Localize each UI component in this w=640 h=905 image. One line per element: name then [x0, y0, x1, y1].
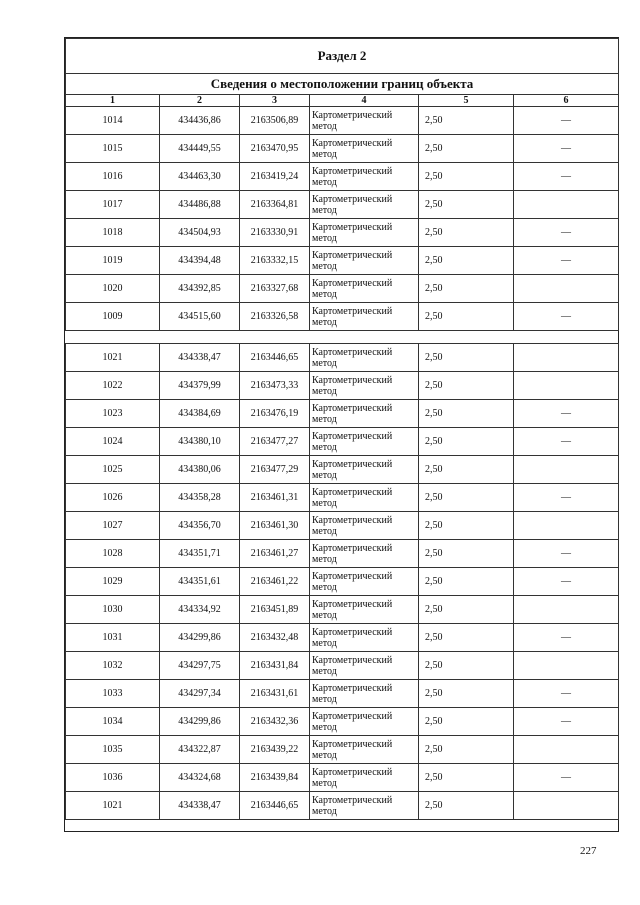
table-row	[66, 456, 619, 484]
point-number: 1033	[66, 680, 160, 708]
accuracy-cell: 2,50	[419, 135, 514, 163]
coord-y: 2163461,31	[240, 484, 310, 512]
coord-x: 434356,70	[160, 512, 240, 540]
column-header: 3	[240, 95, 310, 107]
coord-x: 434297,75	[160, 652, 240, 680]
accuracy-cell: 2,50	[419, 456, 514, 484]
description-cell	[514, 736, 619, 764]
method-cell: Картометрический метод	[310, 163, 419, 191]
coord-y: 2163461,27	[240, 540, 310, 568]
accuracy-cell: 2,50	[419, 484, 514, 512]
accuracy-cell: 2,50	[419, 428, 514, 456]
coord-x: 434380,10	[160, 428, 240, 456]
coord-x: 434351,71	[160, 540, 240, 568]
coord-x: 434334,92	[160, 596, 240, 624]
table-row	[66, 624, 619, 652]
description-cell: —	[514, 428, 619, 456]
column-header-row	[66, 95, 619, 107]
column-header: 6	[514, 95, 619, 107]
description-cell: —	[514, 247, 619, 275]
coord-y: 2163332,15	[240, 247, 310, 275]
method-cell: Картометрический метод	[310, 247, 419, 275]
point-number: 1019	[66, 247, 160, 275]
description-cell	[514, 456, 619, 484]
coord-y: 2163432,36	[240, 708, 310, 736]
boundary-table	[65, 38, 619, 832]
description-cell	[514, 191, 619, 219]
method-cell: Картометрический метод	[310, 107, 419, 135]
coord-y: 2163477,29	[240, 456, 310, 484]
accuracy-cell: 2,50	[419, 247, 514, 275]
description-cell	[514, 372, 619, 400]
section-title: Раздел 2	[66, 39, 619, 74]
coord-y: 2163461,22	[240, 568, 310, 596]
description-cell	[514, 792, 619, 820]
page-number: 227	[580, 845, 597, 857]
coord-x: 434436,86	[160, 107, 240, 135]
table-row	[66, 191, 619, 219]
method-cell: Картометрический метод	[310, 484, 419, 512]
coord-y: 2163330,91	[240, 219, 310, 247]
method-cell: Картометрический метод	[310, 456, 419, 484]
coord-y: 2163326,58	[240, 303, 310, 331]
table-row	[66, 540, 619, 568]
table-row	[66, 652, 619, 680]
coord-x: 434380,06	[160, 456, 240, 484]
point-number: 1028	[66, 540, 160, 568]
table-row	[66, 275, 619, 303]
column-header: 5	[419, 95, 514, 107]
description-cell: —	[514, 484, 619, 512]
accuracy-cell: 2,50	[419, 596, 514, 624]
method-cell: Картометрический метод	[310, 191, 419, 219]
description-cell	[514, 596, 619, 624]
coord-x: 434299,86	[160, 708, 240, 736]
method-cell: Картометрический метод	[310, 708, 419, 736]
table-row	[66, 512, 619, 540]
document-frame	[64, 37, 619, 832]
description-cell: —	[514, 764, 619, 792]
point-number: 1014	[66, 107, 160, 135]
accuracy-cell: 2,50	[419, 736, 514, 764]
column-header: 1	[66, 95, 160, 107]
point-number: 1018	[66, 219, 160, 247]
point-number: 1022	[66, 372, 160, 400]
method-cell: Картометрический метод	[310, 344, 419, 372]
table-row	[66, 736, 619, 764]
coord-y: 2163431,61	[240, 680, 310, 708]
accuracy-cell: 2,50	[419, 303, 514, 331]
point-number: 1017	[66, 191, 160, 219]
point-number: 1020	[66, 275, 160, 303]
point-number: 1023	[66, 400, 160, 428]
coord-x: 434449,55	[160, 135, 240, 163]
point-number: 1030	[66, 596, 160, 624]
table-row	[66, 680, 619, 708]
method-cell: Картометрический метод	[310, 568, 419, 596]
accuracy-cell: 2,50	[419, 652, 514, 680]
coord-y: 2163477,27	[240, 428, 310, 456]
coord-x: 434297,34	[160, 680, 240, 708]
coord-y: 2163476,19	[240, 400, 310, 428]
description-cell: —	[514, 219, 619, 247]
accuracy-cell: 2,50	[419, 219, 514, 247]
point-number: 1026	[66, 484, 160, 512]
accuracy-cell: 2,50	[419, 512, 514, 540]
description-cell: —	[514, 107, 619, 135]
method-cell: Картометрический метод	[310, 372, 419, 400]
point-number: 1025	[66, 456, 160, 484]
method-cell: Картометрический метод	[310, 624, 419, 652]
point-number: 1032	[66, 652, 160, 680]
method-cell: Картометрический метод	[310, 680, 419, 708]
method-cell: Картометрический метод	[310, 135, 419, 163]
description-cell: —	[514, 540, 619, 568]
method-cell: Картометрический метод	[310, 652, 419, 680]
coord-y: 2163446,65	[240, 792, 310, 820]
coord-y: 2163473,33	[240, 372, 310, 400]
accuracy-cell: 2,50	[419, 191, 514, 219]
method-cell: Картометрический метод	[310, 219, 419, 247]
coord-x: 434463,30	[160, 163, 240, 191]
description-cell	[514, 512, 619, 540]
point-number: 1021	[66, 792, 160, 820]
coord-x: 434322,87	[160, 736, 240, 764]
separator-cell	[66, 331, 619, 344]
description-cell	[514, 275, 619, 303]
coord-y: 2163461,30	[240, 512, 310, 540]
table-row	[66, 708, 619, 736]
point-number: 1027	[66, 512, 160, 540]
table-row	[66, 303, 619, 331]
accuracy-cell: 2,50	[419, 708, 514, 736]
coord-y: 2163506,89	[240, 107, 310, 135]
coord-x: 434338,47	[160, 344, 240, 372]
coord-y: 2163419,24	[240, 163, 310, 191]
table-subtitle: Сведения о местоположении границ объекта	[66, 74, 619, 95]
coord-x: 434358,28	[160, 484, 240, 512]
method-cell: Картометрический метод	[310, 736, 419, 764]
coord-x: 434392,85	[160, 275, 240, 303]
accuracy-cell: 2,50	[419, 344, 514, 372]
coord-y: 2163446,65	[240, 344, 310, 372]
coord-x: 434379,99	[160, 372, 240, 400]
coord-x: 434338,47	[160, 792, 240, 820]
coord-x: 434324,68	[160, 764, 240, 792]
method-cell: Картометрический метод	[310, 428, 419, 456]
point-number: 1021	[66, 344, 160, 372]
description-cell: —	[514, 624, 619, 652]
point-number: 1031	[66, 624, 160, 652]
description-cell: —	[514, 708, 619, 736]
coord-x: 434351,61	[160, 568, 240, 596]
accuracy-cell: 2,50	[419, 792, 514, 820]
accuracy-cell: 2,50	[419, 275, 514, 303]
coord-y: 2163327,68	[240, 275, 310, 303]
coord-y: 2163451,89	[240, 596, 310, 624]
method-cell: Картометрический метод	[310, 303, 419, 331]
coord-y: 2163364,81	[240, 191, 310, 219]
method-cell: Картометрический метод	[310, 512, 419, 540]
point-number: 1009	[66, 303, 160, 331]
coord-y: 2163432,48	[240, 624, 310, 652]
accuracy-cell: 2,50	[419, 400, 514, 428]
accuracy-cell: 2,50	[419, 163, 514, 191]
accuracy-cell: 2,50	[419, 624, 514, 652]
description-cell	[514, 344, 619, 372]
coord-x: 434384,69	[160, 400, 240, 428]
method-cell: Картометрический метод	[310, 792, 419, 820]
accuracy-cell: 2,50	[419, 107, 514, 135]
point-number: 1036	[66, 764, 160, 792]
table-row	[66, 163, 619, 191]
table-row	[66, 428, 619, 456]
coord-x: 434394,48	[160, 247, 240, 275]
coord-x: 434504,93	[160, 219, 240, 247]
point-number: 1034	[66, 708, 160, 736]
coord-y: 2163470,95	[240, 135, 310, 163]
coord-y: 2163431,84	[240, 652, 310, 680]
coord-y: 2163439,84	[240, 764, 310, 792]
column-header: 2	[160, 95, 240, 107]
tail-cell	[66, 820, 619, 833]
table-row	[66, 792, 619, 820]
method-cell: Картометрический метод	[310, 540, 419, 568]
table-row	[66, 596, 619, 624]
table-row	[66, 219, 619, 247]
point-number: 1024	[66, 428, 160, 456]
point-number: 1016	[66, 163, 160, 191]
group-separator	[66, 331, 619, 344]
description-cell: —	[514, 163, 619, 191]
table-row	[66, 568, 619, 596]
coord-x: 434515,60	[160, 303, 240, 331]
table-row	[66, 135, 619, 163]
coord-y: 2163439,22	[240, 736, 310, 764]
accuracy-cell: 2,50	[419, 568, 514, 596]
coord-x: 434486,88	[160, 191, 240, 219]
description-cell	[514, 652, 619, 680]
table-row	[66, 484, 619, 512]
table-row	[66, 764, 619, 792]
point-number: 1015	[66, 135, 160, 163]
point-number: 1035	[66, 736, 160, 764]
column-header: 4	[310, 95, 419, 107]
table-row	[66, 344, 619, 372]
table-row	[66, 400, 619, 428]
table-row	[66, 372, 619, 400]
description-cell: —	[514, 135, 619, 163]
method-cell: Картометрический метод	[310, 596, 419, 624]
accuracy-cell: 2,50	[419, 764, 514, 792]
description-cell: —	[514, 680, 619, 708]
coord-x: 434299,86	[160, 624, 240, 652]
method-cell: Картометрический метод	[310, 764, 419, 792]
table-tail	[66, 820, 619, 833]
accuracy-cell: 2,50	[419, 680, 514, 708]
description-cell: —	[514, 400, 619, 428]
table-row	[66, 247, 619, 275]
table-row	[66, 107, 619, 135]
accuracy-cell: 2,50	[419, 540, 514, 568]
method-cell: Картометрический метод	[310, 400, 419, 428]
accuracy-cell: 2,50	[419, 372, 514, 400]
method-cell: Картометрический метод	[310, 275, 419, 303]
description-cell: —	[514, 568, 619, 596]
description-cell: —	[514, 303, 619, 331]
point-number: 1029	[66, 568, 160, 596]
